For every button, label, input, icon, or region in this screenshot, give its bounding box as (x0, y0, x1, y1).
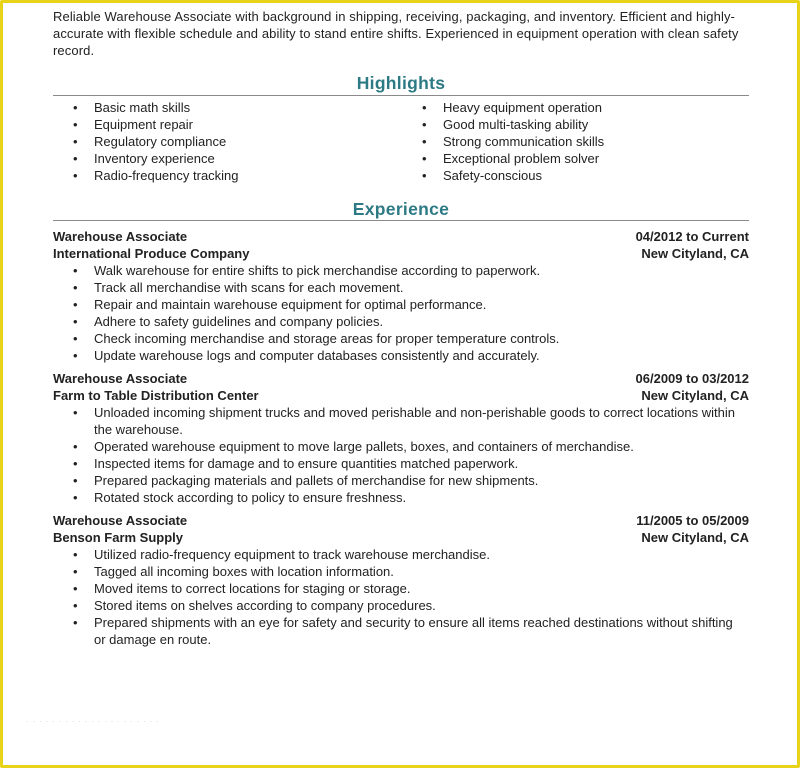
job-dates: 04/2012 to Current (635, 229, 749, 244)
highlight-item-text: Inventory experience (94, 151, 215, 166)
bullet-icon: • (73, 456, 78, 471)
bullet-icon: • (73, 564, 78, 579)
job-dates: 06/2009 to 03/2012 (635, 371, 749, 386)
job-duty-item-text: Operated warehouse equipment to move large pallets, boxes, and containers of merchandise. (94, 439, 634, 454)
job-title: Warehouse Associate (53, 229, 188, 244)
job-duty-item-text: Moved items to correct locations for staging or storage. (94, 581, 411, 596)
job-duty-item (53, 489, 749, 506)
job-location: New Cityland, CA (641, 530, 749, 545)
job-duty-item (53, 347, 749, 364)
bullet-icon: • (422, 100, 427, 115)
job-duty-item (53, 313, 749, 330)
bullet-icon: • (422, 151, 427, 166)
job-duty-item (53, 438, 749, 455)
job-company-row (53, 529, 749, 546)
job-duty-item-text: Inspected items for damage and to ensure quantities matched paperwork. (94, 456, 519, 471)
job-duty-item (53, 597, 749, 614)
job-location: New Cityland, CA (641, 246, 749, 261)
bullet-icon: • (73, 473, 78, 488)
bullet-icon: • (73, 598, 78, 613)
highlights-divider (53, 95, 749, 96)
bullet-icon: • (73, 314, 78, 329)
job-location: New Cityland, CA (641, 388, 749, 403)
job-duty-item-text: Utilized radio-frequency equipment to track warehouse merchandise. (94, 547, 490, 562)
bullet-icon: • (422, 117, 427, 132)
job-duties-list (53, 404, 749, 506)
job-duty-item (53, 296, 749, 313)
job-duties-list (53, 262, 749, 364)
bullet-icon: • (422, 168, 427, 183)
bullet-icon: • (73, 117, 78, 132)
highlight-item-text: Heavy equipment operation (443, 100, 602, 115)
bullet-icon: • (73, 490, 78, 505)
job-header-row (53, 370, 749, 387)
job-duty-item (53, 279, 749, 296)
highlight-item (402, 167, 604, 184)
bullet-icon: • (73, 168, 78, 183)
bullet-icon: • (73, 280, 78, 295)
highlights-right-column (402, 99, 604, 184)
experience-divider (53, 220, 749, 221)
job-header-row (53, 228, 749, 245)
highlight-item (402, 150, 604, 167)
highlight-item (402, 116, 604, 133)
job-duty-item-text: Rotated stock according to policy to ensure freshness. (94, 490, 407, 505)
job-duty-item (53, 455, 749, 472)
highlight-item-text: Radio-frequency tracking (94, 168, 239, 183)
job-header-row (53, 512, 749, 529)
job-duty-item (53, 262, 749, 279)
highlight-item-text: Exceptional problem solver (443, 151, 600, 166)
highlight-item (53, 167, 402, 184)
job-duty-item-text: Stored items on shelves according to company procedures. (94, 598, 436, 613)
job-duty-item-text: Adhere to safety guidelines and company policies. (94, 314, 384, 329)
bullet-icon: • (73, 615, 78, 630)
job-entry (53, 228, 749, 364)
job-duty-item-text: Track all merchandise with scans for each movement. (94, 280, 404, 295)
highlights-heading: Highlights (356, 73, 446, 93)
bullet-icon: • (73, 581, 78, 596)
job-duty-item (53, 546, 749, 563)
highlight-item-text: Safety-conscious (443, 168, 542, 183)
bullet-icon: • (73, 405, 78, 420)
bullet-icon: • (73, 297, 78, 312)
highlights-left-column (53, 99, 402, 184)
job-duty-item-text: Unloaded incoming shipment trucks and moved perishable and non-perishable goods to correct locations within the warehouse. (94, 405, 735, 437)
bullet-icon: • (73, 134, 78, 149)
resume-page (53, 0, 749, 648)
job-duty-item (53, 614, 749, 648)
bullet-icon: • (73, 151, 78, 166)
job-entry (53, 370, 749, 506)
job-company: Benson Farm Supply (53, 530, 184, 545)
job-company: International Produce Company (53, 246, 250, 261)
highlight-item-text: Equipment repair (94, 117, 193, 132)
job-dates: 11/2005 to 05/2009 (636, 513, 749, 528)
job-duty-item-text: Prepared shipments with an eye for safety and security to ensure all items reached destinations without shifting or damage en route. (94, 615, 733, 647)
highlight-item-text: Regulatory compliance (94, 134, 227, 149)
job-duty-item-text: Tagged all incoming boxes with location information. (94, 564, 394, 579)
faint-watermark: · · · · · · · · · · · · · · · · · · · · · (26, 716, 160, 726)
job-duty-item-text: Prepared packaging materials and pallets of merchandise for new shipments. (94, 473, 539, 488)
job-duty-item-text: Update warehouse logs and computer databases consistently and accurately. (94, 348, 540, 363)
bullet-icon: • (73, 263, 78, 278)
highlight-item (53, 99, 402, 116)
job-duty-item-text: Repair and maintain warehouse equipment for optimal performance. (94, 297, 487, 312)
highlight-item (53, 116, 402, 133)
bullet-icon: • (422, 134, 427, 149)
experience-list (53, 228, 749, 648)
highlight-item-text: Good multi-tasking ability (443, 117, 589, 132)
bullet-icon: • (73, 348, 78, 363)
job-duty-item-text: Check incoming merchandise and storage areas for proper temperature controls. (94, 331, 560, 346)
job-entry (53, 512, 749, 648)
highlight-item (402, 99, 604, 116)
job-title: Warehouse Associate (53, 371, 188, 386)
summary-paragraph: Reliable Warehouse Associate with background in shipping, receiving, packaging, and inventory. Efficient and highly-accurate with flexible schedule and ability to stand entire shifts. Experienced in equipment operation with clean safety record. (53, 9, 739, 58)
job-duty-item (53, 580, 749, 597)
highlights-list (53, 99, 749, 184)
job-title: Warehouse Associate (53, 513, 188, 528)
job-company-row (53, 387, 749, 404)
bullet-icon: • (73, 331, 78, 346)
job-duty-item (53, 404, 749, 438)
job-duty-item (53, 472, 749, 489)
job-duty-item (53, 330, 749, 347)
bullet-icon: • (73, 547, 78, 562)
highlight-item (53, 133, 402, 150)
job-duty-item-text: Walk warehouse for entire shifts to pick merchandise according to paperwork. (94, 263, 541, 278)
job-duty-item (53, 563, 749, 580)
experience-heading: Experience (352, 199, 450, 219)
bullet-icon: • (73, 100, 78, 115)
bullet-icon: • (73, 439, 78, 454)
job-company-row (53, 245, 749, 262)
highlight-item (402, 133, 604, 150)
highlight-item-text: Basic math skills (94, 100, 191, 115)
highlight-item (53, 150, 402, 167)
highlight-item-text: Strong communication skills (443, 134, 605, 149)
job-duties-list (53, 546, 749, 648)
job-company: Farm to Table Distribution Center (53, 388, 259, 403)
